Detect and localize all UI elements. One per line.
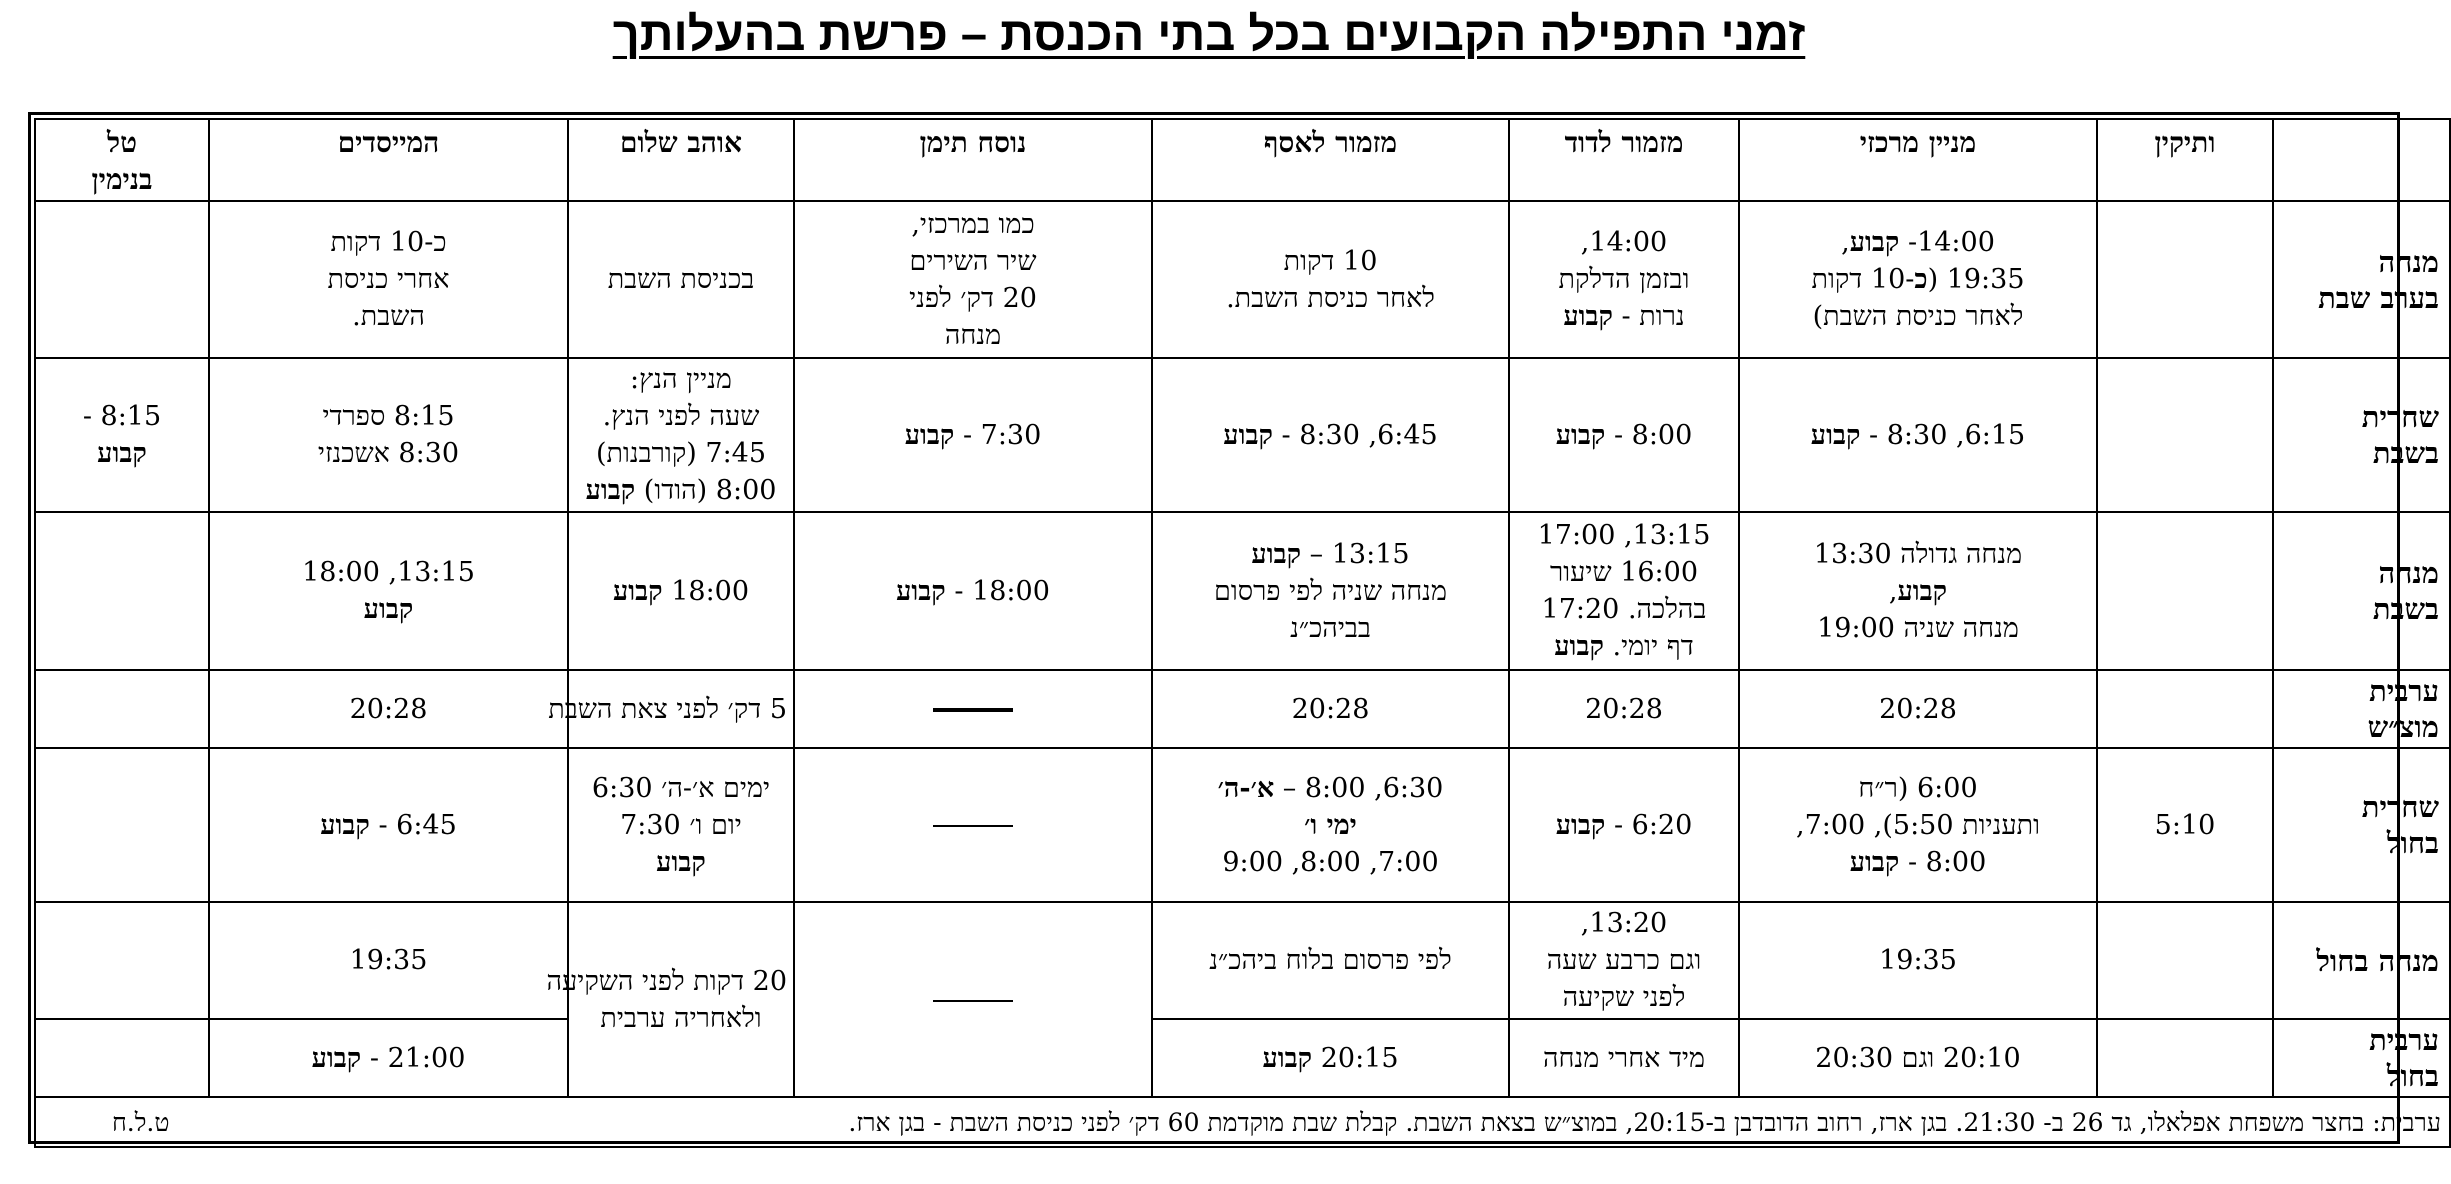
table-cell	[568, 201, 794, 358]
cell-line: אוהב שלום	[619, 126, 743, 159]
table-cell	[2097, 201, 2273, 358]
cell-line: 13:15, 17:00	[1537, 520, 1711, 551]
table-cell	[209, 748, 568, 902]
cell-line	[575, 844, 787, 881]
cell-line: מנחה	[944, 319, 1002, 351]
bold-text: קבוע	[363, 594, 414, 625]
table-cell	[1152, 358, 1509, 512]
cell-line: 7:30 - קבוע	[904, 419, 1042, 451]
column-header	[209, 119, 568, 201]
cell-line: בביהכ״נ	[1290, 612, 1371, 644]
table-cell	[2097, 748, 2273, 902]
table-cell	[1739, 1019, 2097, 1097]
cell-line: דף יומי. קבוע	[1554, 631, 1694, 662]
cell-line: בחול	[2386, 826, 2439, 860]
table-cell	[1739, 512, 2097, 670]
cell-line: 20 דקות לפני השקיעה	[546, 965, 787, 997]
cell-line: 18:00 קבוע	[612, 575, 750, 607]
bold-text: קבוע	[585, 475, 636, 506]
table-cell	[35, 670, 209, 748]
table-cell	[35, 512, 209, 670]
cell-line: ערבית	[2369, 1023, 2439, 1057]
table-cell	[209, 201, 568, 358]
cell-line: 14:00- קבוע,	[1841, 227, 1995, 258]
cell-line: 8:00 - קבוע	[1849, 846, 1987, 878]
bold-text: קבוע	[1849, 846, 1900, 878]
table-cell	[1509, 1019, 1739, 1097]
cell-line: טל	[106, 126, 137, 159]
table-cell	[1509, 748, 1739, 902]
bold-text: קבוע	[612, 575, 663, 607]
bold-text: קבוע	[1897, 575, 1948, 607]
cell-line: 19:35	[349, 945, 428, 976]
table-cell	[209, 1019, 568, 1097]
cell-line: 7:00, 8:00, 9:00	[1222, 846, 1439, 878]
cell-line	[1159, 807, 1502, 844]
table-cell	[1739, 902, 2097, 1019]
cell-line: 5 דק׳ לפני צאת השבת	[548, 693, 787, 725]
cell-line: קבוע,	[1888, 575, 1948, 607]
dash-line	[933, 1000, 1013, 1002]
empty-cell-dash	[794, 748, 1152, 902]
table-cell	[568, 512, 794, 670]
bold-text: קבוע	[311, 1042, 362, 1074]
cell-line: נרות - קבוע	[1563, 301, 1685, 332]
table-cell	[1509, 358, 1739, 512]
cell-line: לאחר כניסת השבת.	[1226, 282, 1435, 314]
column-header	[2097, 119, 2273, 201]
cell-line: שחרית	[2361, 790, 2439, 824]
table-cell	[1152, 1019, 1509, 1097]
cell-line: לפי פרסום בלוח ביהכ״נ	[1209, 945, 1452, 976]
cell-line: 10 דקות	[1283, 245, 1378, 277]
bold-text: קבוע	[1810, 419, 1861, 451]
table-cell	[2097, 512, 2273, 670]
cell-line: מנחה שניה 19:00	[1817, 612, 2019, 644]
header-row	[35, 119, 2450, 201]
cell-line: בחול	[2386, 1059, 2439, 1093]
table-cell	[209, 358, 568, 512]
table-cell	[1739, 201, 2097, 358]
corner-header	[2273, 119, 2450, 201]
cell-line: 16:00 שיעור	[1549, 557, 1699, 588]
dash-line	[933, 708, 1013, 712]
schedule-frame	[28, 112, 2441, 1144]
cell-line: 20:10 וגם 20:30	[1815, 1042, 2021, 1074]
column-header	[568, 119, 794, 201]
bold-text: קבוע	[896, 575, 946, 607]
table-cell	[568, 358, 794, 512]
cell-line: 13:15 – קבוע	[1251, 538, 1410, 570]
table-cell	[209, 670, 568, 748]
dash-line	[933, 825, 1013, 827]
table-cell	[209, 512, 568, 670]
bold-text: קבוע	[1223, 419, 1273, 451]
table-row	[35, 358, 2450, 512]
cell-line: 20:28	[1879, 693, 1957, 725]
bold-text: קבוע	[904, 419, 955, 451]
cell-line: שיר השירים	[909, 245, 1037, 277]
footer-signature: ט.ל.ח	[112, 1107, 170, 1137]
cell-line: ותיקין	[2154, 126, 2216, 159]
cell-line: המייסדים	[337, 126, 440, 159]
table-cell	[548, 670, 794, 748]
cell-line: כמו במרכזי,	[911, 208, 1035, 240]
cell-line: מזמור לדוד	[1564, 126, 1684, 159]
cell-line: 6:15, 8:30 - קבוע	[1810, 419, 2026, 451]
table-cell	[35, 902, 209, 1019]
cell-line: 19:35	[1879, 945, 1957, 976]
table-cell	[1739, 358, 2097, 512]
cell-line: 6:30, 8:00 – א׳-ה׳	[1217, 772, 1444, 804]
cell-line: לאחר כניסת השבת)	[1812, 301, 2024, 332]
table-cell	[35, 201, 209, 358]
cell-line: מניין מרכזי	[1859, 126, 1977, 159]
cell-line: בערב שבת	[2318, 280, 2439, 315]
table-cell	[1509, 512, 1739, 670]
bold-text: קבוע	[1849, 227, 1900, 258]
column-header	[1509, 119, 1739, 201]
table-cell	[1152, 670, 1509, 748]
row-header	[2273, 1019, 2450, 1097]
table-cell	[1739, 670, 2097, 748]
cell-line: 13:20,	[1580, 908, 1668, 939]
row-header	[2273, 902, 2450, 1019]
empty-cell-dash	[794, 902, 1152, 1097]
cell-line: 6:20 - קבוע	[1555, 809, 1693, 841]
table-cell	[2097, 358, 2273, 512]
cell-line: 13:15, 18:00	[302, 557, 475, 588]
column-header	[794, 119, 1152, 201]
cell-line: 20:28	[1291, 693, 1370, 725]
bold-text: ימי ו׳	[1304, 809, 1357, 841]
bold-text: קבוע	[1563, 301, 1613, 332]
column-header	[1739, 119, 2097, 201]
cell-line: 19:35 (כ-10 דקות	[1811, 264, 2025, 295]
table-cell	[35, 358, 209, 512]
cell-line: אחרי כניסת	[327, 264, 450, 295]
bold-text: קבוע	[1554, 631, 1604, 662]
table-cell	[35, 1019, 209, 1097]
cell-line: בכניסת השבת	[607, 264, 755, 295]
cell-line: 8:15 -	[82, 401, 162, 432]
footer-note	[35, 1097, 2450, 1147]
table-cell	[794, 201, 1152, 358]
bold-text: קבוע	[656, 846, 706, 878]
prayer-times-table	[34, 118, 2451, 1148]
cell-line: שחרית	[2361, 400, 2439, 434]
cell-line: 6:00 (ר״ח	[1858, 772, 1978, 804]
table-cell	[546, 902, 794, 1097]
cell-line: 7:45 (קורבנות)	[595, 438, 767, 469]
cell-line: שעה לפני הנץ.	[602, 401, 760, 432]
table-cell	[794, 358, 1152, 512]
table-row	[35, 902, 2450, 1019]
cell-line: ימים א׳-ה׳ 6:30	[591, 772, 771, 804]
table-cell	[2097, 902, 2273, 1019]
table-cell	[1509, 670, 1739, 748]
bold-text: קבוע	[1262, 1042, 1313, 1074]
cell-line: יום ו׳ 7:30	[620, 809, 742, 841]
bold-text: א׳-ה׳	[1217, 772, 1275, 804]
cell-line: 21:00 - קבוע	[311, 1042, 466, 1074]
cell-line: בנימין	[91, 163, 153, 196]
bold-text: קבוע	[97, 438, 147, 469]
empty-cell-dash	[794, 670, 1152, 748]
row-header	[2273, 512, 2450, 670]
cell-line: 5:10	[2154, 809, 2216, 841]
cell-line: 20:28	[1585, 693, 1663, 725]
cell-line: השבת.	[352, 301, 425, 332]
footer-text: ערבית: בחצר משפחת אפלאלו, גד 26 ב- 21:30. בגן ארז, רחוב הדובדבן ב-20:15, במוצ״ש בצאת השבת. קבלת שבת מוקדמת 60 דק׳ לפני כניסת השבת - בגן ארז.	[848, 1107, 2441, 1137]
cell-line: 8:15 ספרדי	[322, 401, 455, 432]
column-header	[35, 119, 209, 201]
cell-line: ותעניות 5:50), 7:00,	[1795, 809, 2041, 841]
cell-line: 20:15 קבוע	[1262, 1042, 1399, 1074]
cell-line: וגם כרבע שעה	[1546, 945, 1702, 976]
table-cell	[2097, 670, 2273, 748]
cell-line: 18:00 - קבוע	[896, 575, 1050, 607]
bold-text: כ	[1914, 264, 1928, 295]
cell-line: בהלכה. 17:20	[1541, 594, 1707, 625]
cell-line: ולאחריה ערבית	[600, 1002, 762, 1034]
table-cell	[568, 748, 794, 902]
table-cell	[1152, 201, 1509, 358]
cell-line: בשבת	[2372, 436, 2439, 470]
bold-text: קבוע	[1555, 419, 1606, 451]
table-row	[35, 748, 2450, 902]
table-row	[35, 670, 2450, 748]
cell-line	[216, 591, 561, 628]
cell-line: 6:45 - קבוע	[320, 809, 457, 841]
bold-text: קבוע	[320, 809, 370, 841]
cell-line: 8:00 (הודו) קבוע	[585, 475, 777, 506]
cell-line: לפני שקיעה	[1562, 982, 1686, 1013]
cell-line: מוצ״ש	[2367, 710, 2439, 744]
cell-line: מנחה בחול	[2316, 943, 2439, 978]
cell-line: מנחה	[2378, 556, 2439, 590]
cell-line: מנחה	[2378, 244, 2439, 279]
cell-line: 8:30 אשכנזי	[317, 438, 460, 469]
table-cell	[1739, 748, 2097, 902]
table-cell	[1152, 512, 1509, 670]
cell-line: 20:28	[349, 693, 428, 725]
row-header	[2273, 748, 2450, 902]
table-cell	[1509, 201, 1739, 358]
table-cell	[794, 512, 1152, 670]
table-cell	[35, 748, 209, 902]
table-cell	[1509, 902, 1739, 1019]
cell-line: 14:00,	[1580, 227, 1668, 258]
cell-line: מנחה שניה לפי פרסום	[1214, 575, 1447, 607]
table-cell	[1152, 748, 1509, 902]
cell-line: מיד אחרי מנחה	[1542, 1042, 1706, 1074]
cell-line: 8:00 - קבוע	[1555, 419, 1693, 451]
column-header	[1152, 119, 1509, 201]
table-row	[35, 201, 2450, 358]
cell-line: בשבת	[2372, 592, 2439, 626]
table-cell	[2097, 1019, 2273, 1097]
page-title: זמני התפילה הקבועים בכל בתי הכנסת – פרשת בהעלותך	[612, 7, 1806, 60]
bold-text: קבוע	[1251, 538, 1302, 570]
table-cell	[209, 902, 568, 1019]
bold-text: קבוע	[1555, 809, 1606, 841]
table-cell	[1152, 902, 1509, 1019]
cell-line: מניין הנץ:	[630, 364, 732, 395]
row-header	[2273, 201, 2450, 358]
table-row	[35, 512, 2450, 670]
cell-line: מנחה גדולה 13:30	[1813, 538, 2023, 570]
row-header	[2273, 670, 2450, 748]
cell-line: 20 דק׳ לפני	[909, 282, 1037, 314]
cell-line: מזמור לאסף	[1263, 126, 1398, 159]
row-header	[2273, 358, 2450, 512]
cell-line: ערבית	[2369, 674, 2439, 708]
footer-row	[35, 1097, 2450, 1147]
cell-line: 6:45, 8:30 - קבוע	[1223, 419, 1438, 451]
cell-line: ובזמן הדלקת	[1558, 264, 1690, 295]
cell-line: נוסח תימן	[919, 126, 1027, 159]
table-row	[35, 1019, 2450, 1097]
cell-line	[42, 435, 202, 472]
cell-line: כ-10 דקות	[330, 227, 447, 258]
